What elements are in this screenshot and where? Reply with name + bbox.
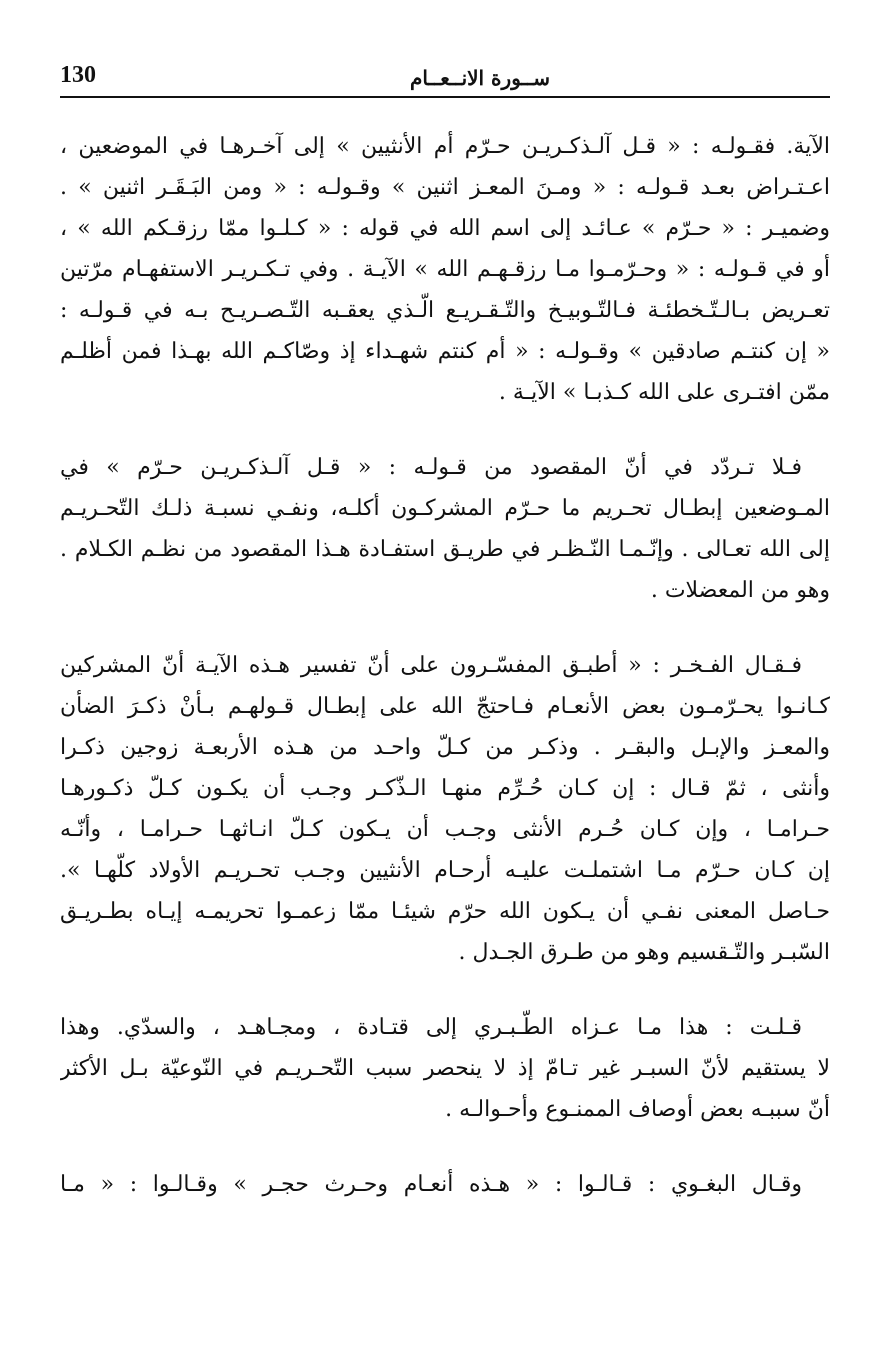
paragraph — [60, 126, 830, 413]
text-line: كـانـوا يحـرّمـون بعض الأنعـام فـاحتجّ الله على إبطـال قـولهـم بـأنْ ذكـرَ الضأن — [60, 694, 830, 719]
text-line: وقـال البغـوي : قـالـوا : « هـذه أنعـام وحـرث حجـر » وقـالـوا : « مـا — [60, 1172, 802, 1197]
text-line: إلى الله تعـالى . وإنّـمـا النّـظـر في طريـق استفـادة هـذا المقصود من نظـم الكـلام . — [60, 537, 830, 562]
text-line: وهو من المعضلات . — [650, 578, 830, 603]
text-line: إن كـان حـرّم مـا اشتملـت عليـه أرحـام الأنثيين وجـب تحـريـم الأولاد كلّهـا ». — [60, 858, 830, 883]
text-line: حـرامـا ، وإن كـان حُـرم الأنثى وجـب أن يـكون كـلّ انـاثهـا حـرامـا ، وأنّـه — [60, 817, 830, 842]
running-title: ســورة الانــعــام — [410, 66, 550, 90]
page-number: 130 — [60, 62, 96, 88]
text-line: تعـريض بـالـتّـخطئـة فـالتّـوبيـخ والتّـقـريـع الّـذي يعقـبه التّـصـريـح بـه في قـولـه : — [60, 298, 830, 323]
text-line: اعـتـراض بعـد قـولـه : « ومـنَ المعـز اثنين » وقـولـه : « ومن البَـقَـر اثنين » . — [60, 175, 830, 200]
text-line: المـوضعين إبطـال تحـريم ما حـرّم المشركـون أكلـه، ونفـي نسبـة ذلـك التّحـريـم — [60, 496, 830, 521]
page-body — [60, 126, 830, 1205]
text-line: فـلا تـردّد في أنّ المقصود من قـولـه : « قـل آلـذكـريـن حـرّم » في — [60, 455, 802, 480]
text-line: السّبـر والتّـقسيم وهو من طـرق الجـدل . — [458, 940, 830, 965]
text-line: والمعـز والإبـل والبقـر . وذكـر من كـلّ واحـد من هـذه الأربعـة زوجين ذكـرا — [60, 735, 830, 760]
text-line: قـلـت : هذا مـا عـزاه الطّـبـري إلى قتـادة ، ومجـاهـد ، والسدّي. وهذا — [60, 1015, 802, 1040]
paragraph — [60, 1164, 830, 1205]
text-line: حـاصل المعنى نفـي أن يـكون الله حرّم شيئـا ممّا زعمـوا تحريمـه إيـاه بطـريـق — [60, 899, 830, 924]
text-line: ممّن افتـرى على الله كـذبـا » الآيـة . — [498, 380, 830, 405]
text-line: أو في قـولـه : « وحـرّمـوا مـا رزقـهـم الله » الآيـة . وفي تـكـريـر الاستفهـام مرّتين — [60, 257, 830, 282]
text-line: لا يستقيم لأنّ السبـر غير تـامّ إذ لا ينحصر سبب التّحـريـم في النّوعيّة بـل الأكثر — [60, 1056, 830, 1081]
text-line: أنّ سببـه بعض أوصاف الممنـوع وأحـوالـه . — [445, 1097, 830, 1122]
text-line: الآية. فقـولـه : « قـل آلـذكـريـن حـرّم أم الأنثيين » إلى آخـرهـا في الموضعين ، — [60, 134, 830, 159]
paragraph — [60, 1007, 830, 1130]
text-line: « إن كنتـم صادقين » وقـولـه : « أم كنتم شهـداء إذ وصّاكـم الله بهـذا فمن أظلـم — [60, 339, 830, 364]
text-line: وضميـر : « حـرّم » عـائـد إلى اسم الله في قوله : « كـلـوا ممّا رزقـكم الله » ، — [60, 216, 830, 241]
paragraph — [60, 447, 830, 611]
text-line: فـقـال الفـخـر : « أطبـق المفسّـرون على أنّ تفسير هـذه الآيـة أنّ المشركين — [60, 653, 802, 678]
paragraph — [60, 645, 830, 973]
page-header — [60, 58, 830, 98]
text-line: وأنثى ، ثمّ قـال : إن كـان حُـرِّم منهـا الـذّكـر وجـب أن يكـون كـلّ ذكـورهـا — [60, 776, 830, 801]
header-rule — [60, 96, 830, 98]
